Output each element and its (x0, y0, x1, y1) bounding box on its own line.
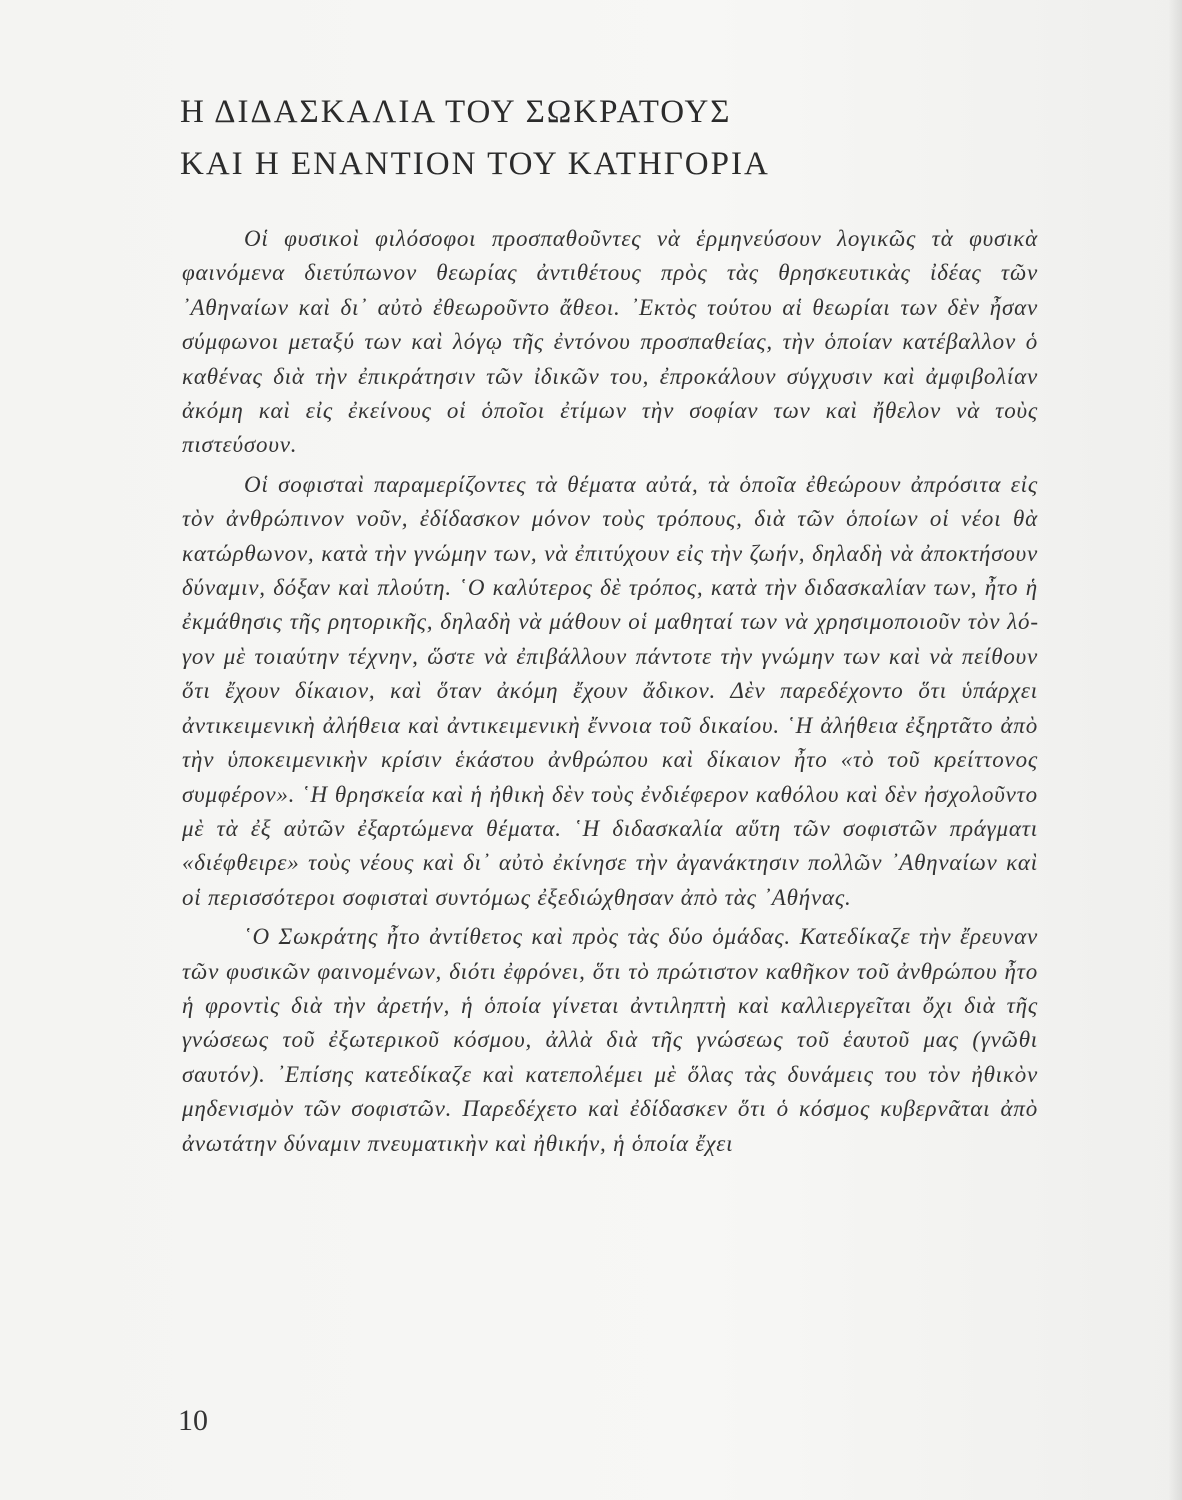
chapter-title-line-1: Η ΔΙΔΑΣΚΑΛΙΑ ΤΟΥ ΣΩΚΡΑΤΟΥΣ (180, 94, 732, 130)
page-binding-shadow (1168, 0, 1182, 1500)
chapter-heading (180, 86, 1080, 190)
paragraph-1: Οἱ φυσικοὶ φιλόσοφοι προσπαθοῦντες νὰ ἑρμηνεύσουν λογικῶς τὰ φυσικὰ φαινόμενα διετύπωνον θεωρίας ἀντιθέτους πρὸς τὰς θρησκευτικὰς ἰδέας τῶν ᾿Αθηναίων καὶ δι᾿ αὐτὸ ἐθεωροῦντο ἄθεοι. ᾿Εκτὸς τούτου αἱ θεωρίαι των δὲν ἦσαν σύμφωνοι μεταξύ των καὶ λόγῳ τῆς ἐντόνου προσπαθείας, τὴν ὁποίαν κατέβαλλον ὁ καθένας διὰ τὴν ἐπικράτησιν τῶν ἰδικῶν του, ἐπροκάλουν σύγχυσιν καὶ ἀμφιβολίαν ἀκόμη καὶ εἰς ἐκείνους οἱ ὁποῖοι ἐτίμων τὴν σοφίαν των καὶ ἤθελον νὰ τοὺς πιστεύσουν. (182, 226, 1038, 458)
paragraph-3: ῾Ο Σωκράτης ἦτο ἀντίθετος καὶ πρὸς τὰς δύο ὁμάδας. Κατεδίκαζε τὴν ἔρευναν τῶν φυσικῶν φαινομένων, διότι ἐφρόνει, ὅτι τὸ πρώτιστον καθῆκον τοῦ ἀνθρώπου ἦτο ἡ φροντὶς διὰ τὴν ἀρετήν, ἡ ὁποία γίνεται ἀντιληπτὴ καὶ καλλιεργεῖται ὄχι διὰ τῆς γνώσεως τοῦ ἐξωτερικοῦ κόσμου, ἀλλὰ διὰ τῆς γνώσεως τοῦ ἑαυτοῦ μας (γνῶθι σαυτόν). ᾿Επίσης κατεδίκαζε καὶ κατεπολέμει μὲ ὅλας τὰς δυνάμεις του τὸν ἠθικὸν μηδενισμὸν τῶν σοφιστῶν. Παρεδέχετο καὶ ἐδίδασκεν ὅτι ὁ κόσμος κυβερνᾶται ἀπὸ ἀνωτάτην δύναμιν πνευματικὴν καὶ ἠθικήν, ἡ ὁποία ἔχει (182, 924, 1038, 1156)
paragraph-2: Οἱ σοφισταὶ παραμερίζοντες τὰ θέματα αὐτά, τὰ ὁποῖα ἐθεώρουν ἀπρόσιτα εἰς τὸν ἀνθρώπινον νοῦν, ἐδίδασκον μόνον τοὺς τρόπους, διὰ τῶν ὁποίων οἱ νέοι θὰ κατώρθωνον, κατὰ τὴν γνώμην των, νὰ ἐπιτύχουν εἰς τὴν ζωήν, δηλαδὴ νὰ ἀποκτήσουν δύναμιν, δόξαν καὶ πλούτη. ῾Ο καλύτερος δὲ τρόπος, κατὰ τὴν διδασκαλίαν των, ἦτο ἡ ἐκμάθησις τῆς ρητορικῆς, δηλαδὴ νὰ μάθουν οἱ μαθηταί των νὰ χρησιμοποιοῦν τὸν λόγον μὲ τοιαύτην τέχνην, ὥστε νὰ ἐπιβάλλουν πάντοτε τὴν γνώμην των καὶ νὰ πείθουν ὅτι ἔχουν δίκαιον, καὶ ὅταν ἀκόμη ἔχουν ἄδικον. Δὲν παρεδέχοντο ὅτι ὑπάρχει ἀντικειμενικὴ ἀλήθεια καὶ ἀντικειμενικὴ ἔννοια τοῦ δικαίου. ῾Η ἀλήθεια ἐξηρτᾶτο ἀπὸ τὴν ὑποκειμενικὴν κρίσιν ἑκάστου ἀνθρώπου καὶ δίκαιον ἦτο «τὸ τοῦ κρείττονος συμφέρον». ῾Η θρησκεία καὶ ἡ ἠθικὴ δὲν τοὺς ἐνδιέφερον καθόλου καὶ δὲν ἠσχολοῦντο μὲ τὰ ἐξ αὐτῶν ἐξαρτώμενα θέματα. ῾Η διδασκαλία αὕτη τῶν σοφιστῶν πράγματι «διέφθειρε» τοὺς νέους καὶ δι᾿ αὐτὸ ἐκίνησε τὴν ἀγανάκτησιν πολλῶν ᾿Αθηναίων καὶ οἱ περισσότεροι σοφισταὶ συντόμως ἐξεδιώχθησαν ἀπὸ τὰς ᾿Αθήνας. (182, 471, 1038, 910)
body-text (182, 222, 1038, 1166)
chapter-title-line-2: ΚΑΙ Η ΕΝΑΝΤΙΟΝ ΤΟΥ ΚΑΤΗΓΟΡΙΑ (180, 146, 770, 182)
page-number: 10 (178, 1404, 208, 1437)
